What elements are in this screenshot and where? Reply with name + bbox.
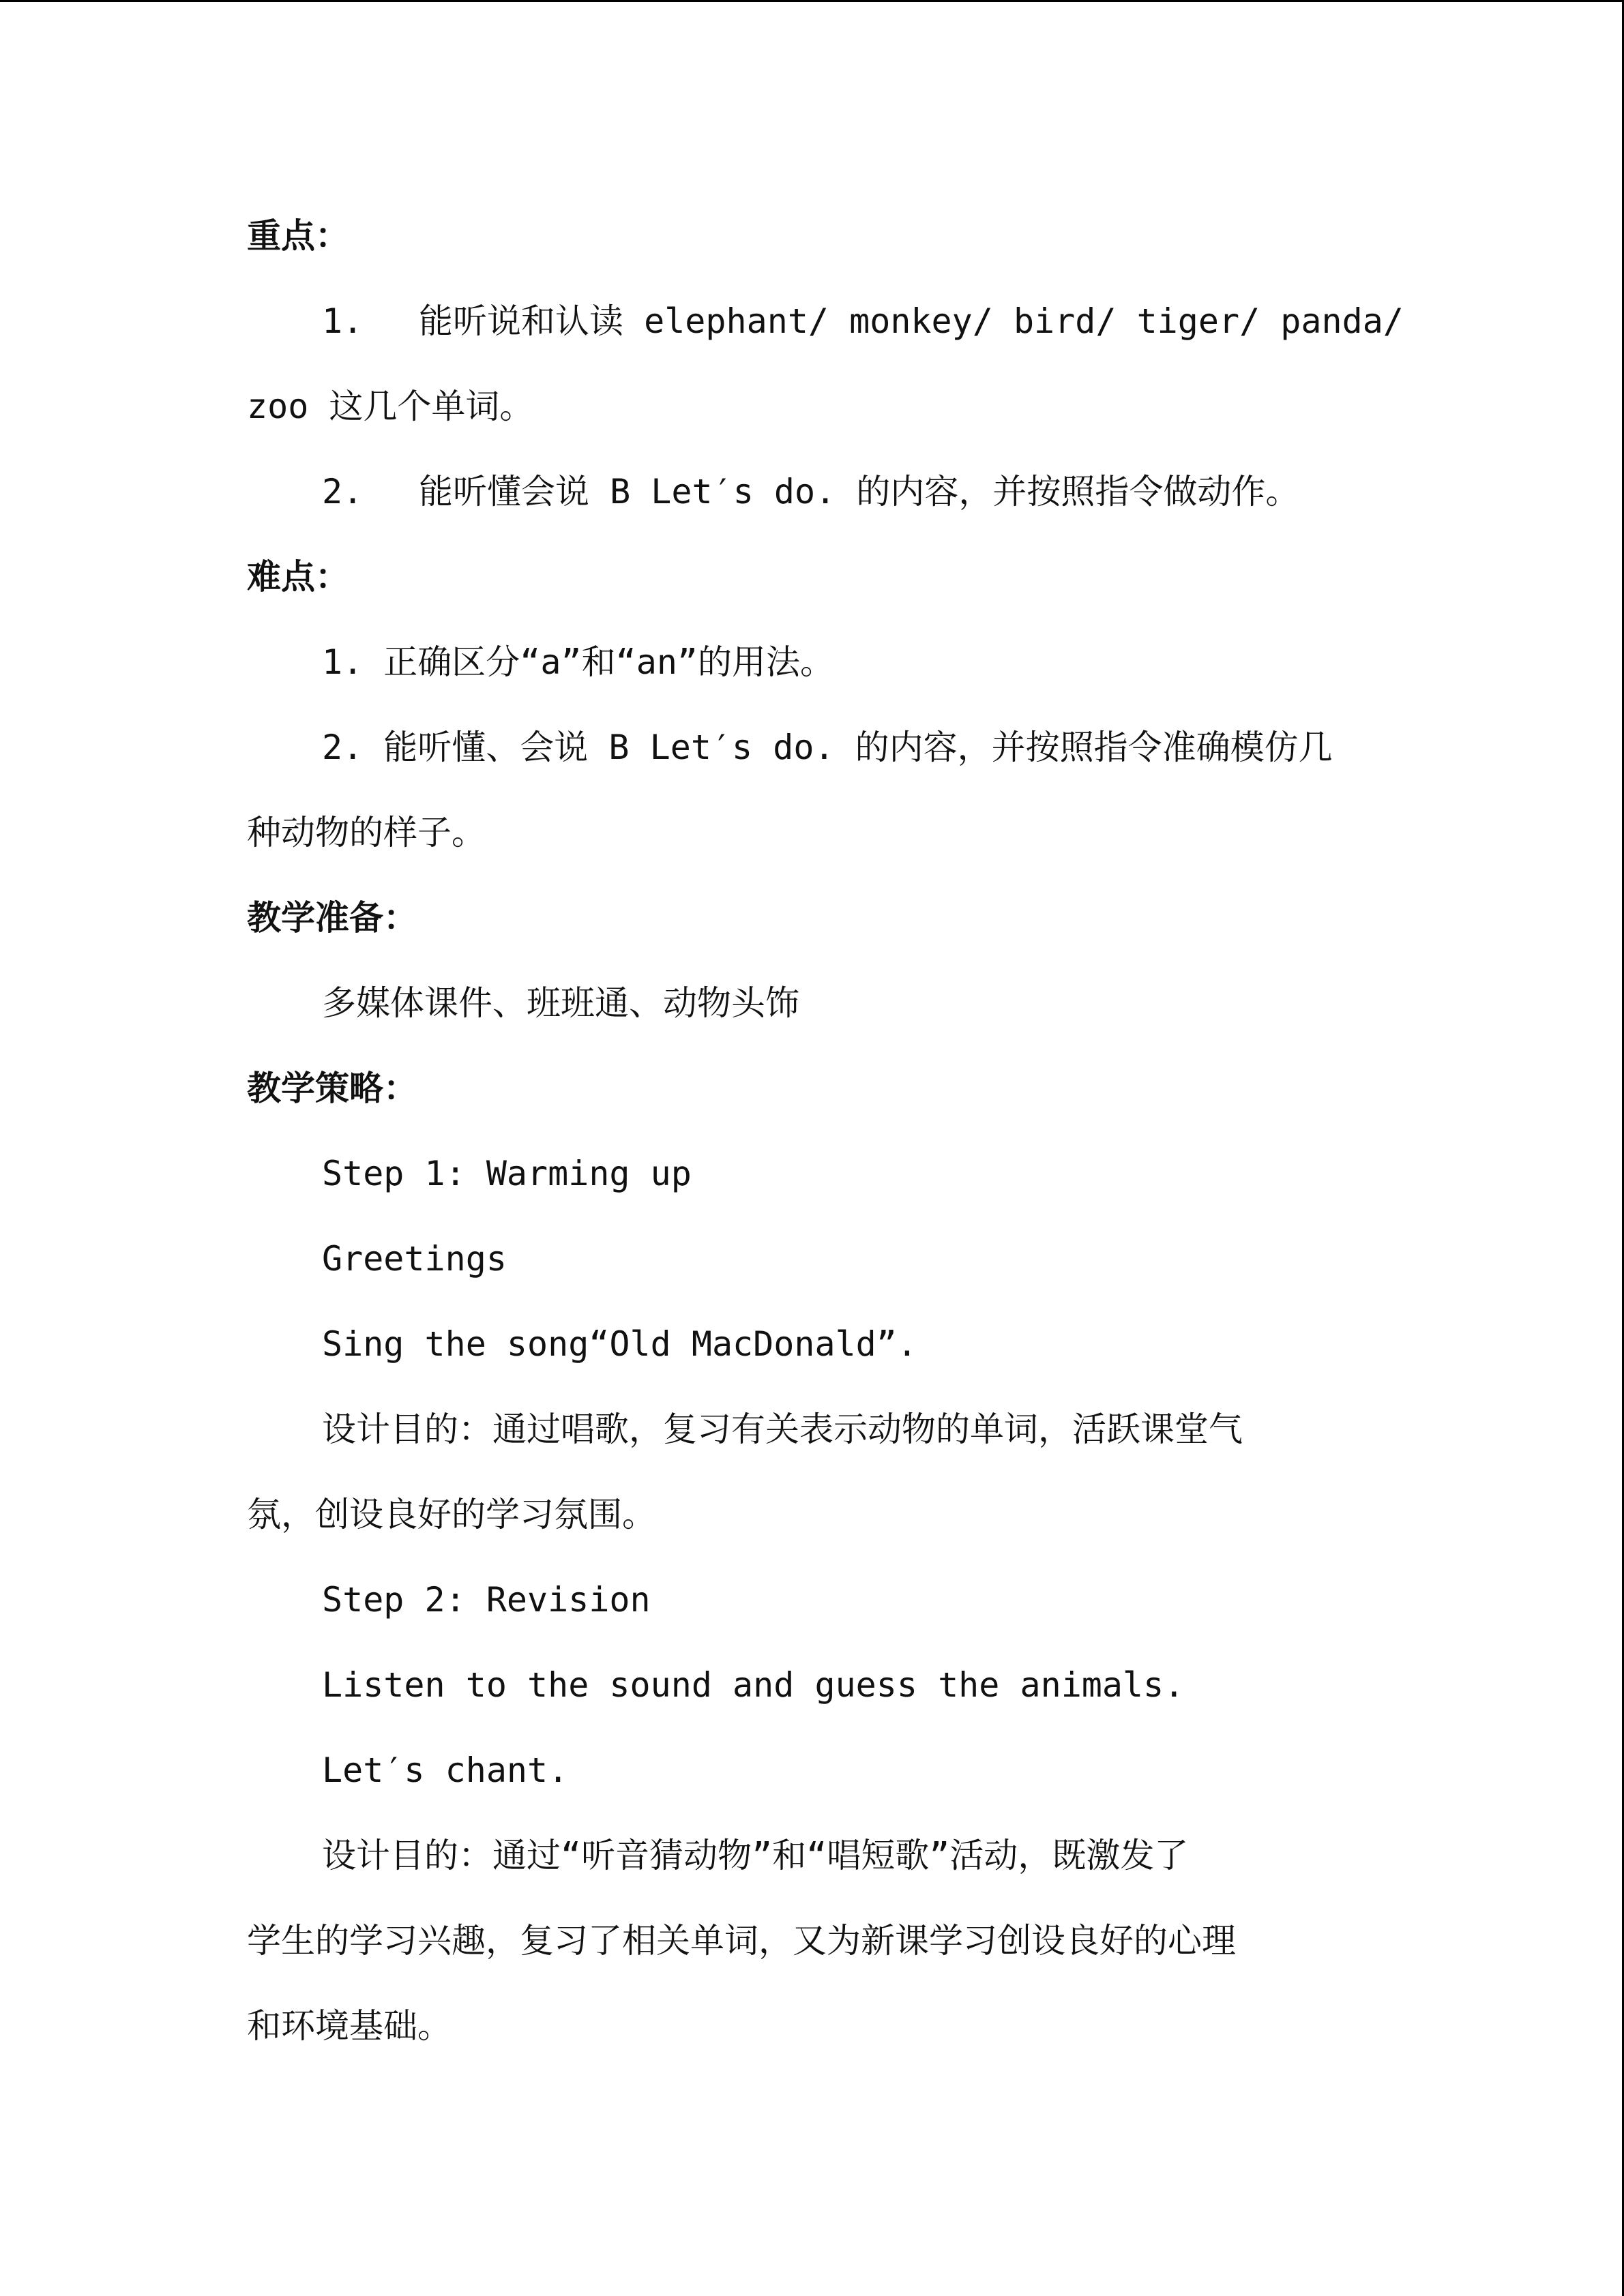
design-purpose-1: 设计目的：通过唱歌，复习有关表示动物的单词，活跃课堂气: [322, 1410, 1243, 1449]
design-purpose-1-continued: 氛，创设良好的学习氛围。: [247, 1495, 656, 1534]
sing-song-text: Sing the song“Old MacDonald”.: [322, 1324, 917, 1364]
key-point-item-1: [322, 294, 1404, 348]
step-1-title: Step 1: Warming up: [322, 1154, 692, 1193]
difficulty-item-1: 1. 正确区分“a”和“an”的用法。: [322, 642, 835, 682]
key-point-item-2-text: 能听懂会说 B Let′s do. 的内容，并按照指令做动作。: [419, 472, 1300, 511]
key-point-item-2-number: 2.: [322, 472, 364, 511]
key-point-item-1-continued: zoo 这几个单词。: [247, 387, 534, 426]
design-purpose-2-continued-1: 学生的学习兴趣，复习了相关单词，又为新课学习创设良好的心理: [247, 1921, 1236, 1960]
chant-text: Let′s chant.: [322, 1750, 569, 1790]
key-point-item-1-text: 能听说和认读 elephant/ monkey/ bird/ tiger/ panda/: [419, 301, 1404, 341]
design-purpose-2-continued-2: 和环境基础。: [247, 2006, 452, 2046]
key-points-heading: 重点：: [247, 216, 349, 256]
step-2-title: Step 2: Revision: [322, 1580, 651, 1620]
key-point-item-1-number: 1.: [322, 301, 364, 341]
preparation-text: 多媒体课件、班班通、动物头饰: [322, 983, 799, 1023]
difficulties-heading: 难点：: [247, 557, 349, 597]
greetings-text: Greetings: [322, 1239, 507, 1279]
difficulty-item-2-continued: 种动物的样子。: [247, 813, 486, 852]
design-purpose-2: 设计目的：通过“听音猜动物”和“唱短歌”活动，既激发了: [322, 1836, 1189, 1875]
difficulty-item-2: 2. 能听懂、会说 B Let′s do. 的内容，并按照指令准确模仿几: [322, 728, 1333, 767]
key-point-item-2: [322, 464, 1299, 519]
page-border-top: [0, 0, 1624, 2]
strategy-heading: 教学策略：: [247, 1069, 417, 1108]
listen-guess-text: Listen to the sound and guess the animals.: [322, 1665, 1185, 1705]
preparation-heading: 教学准备：: [247, 898, 417, 938]
